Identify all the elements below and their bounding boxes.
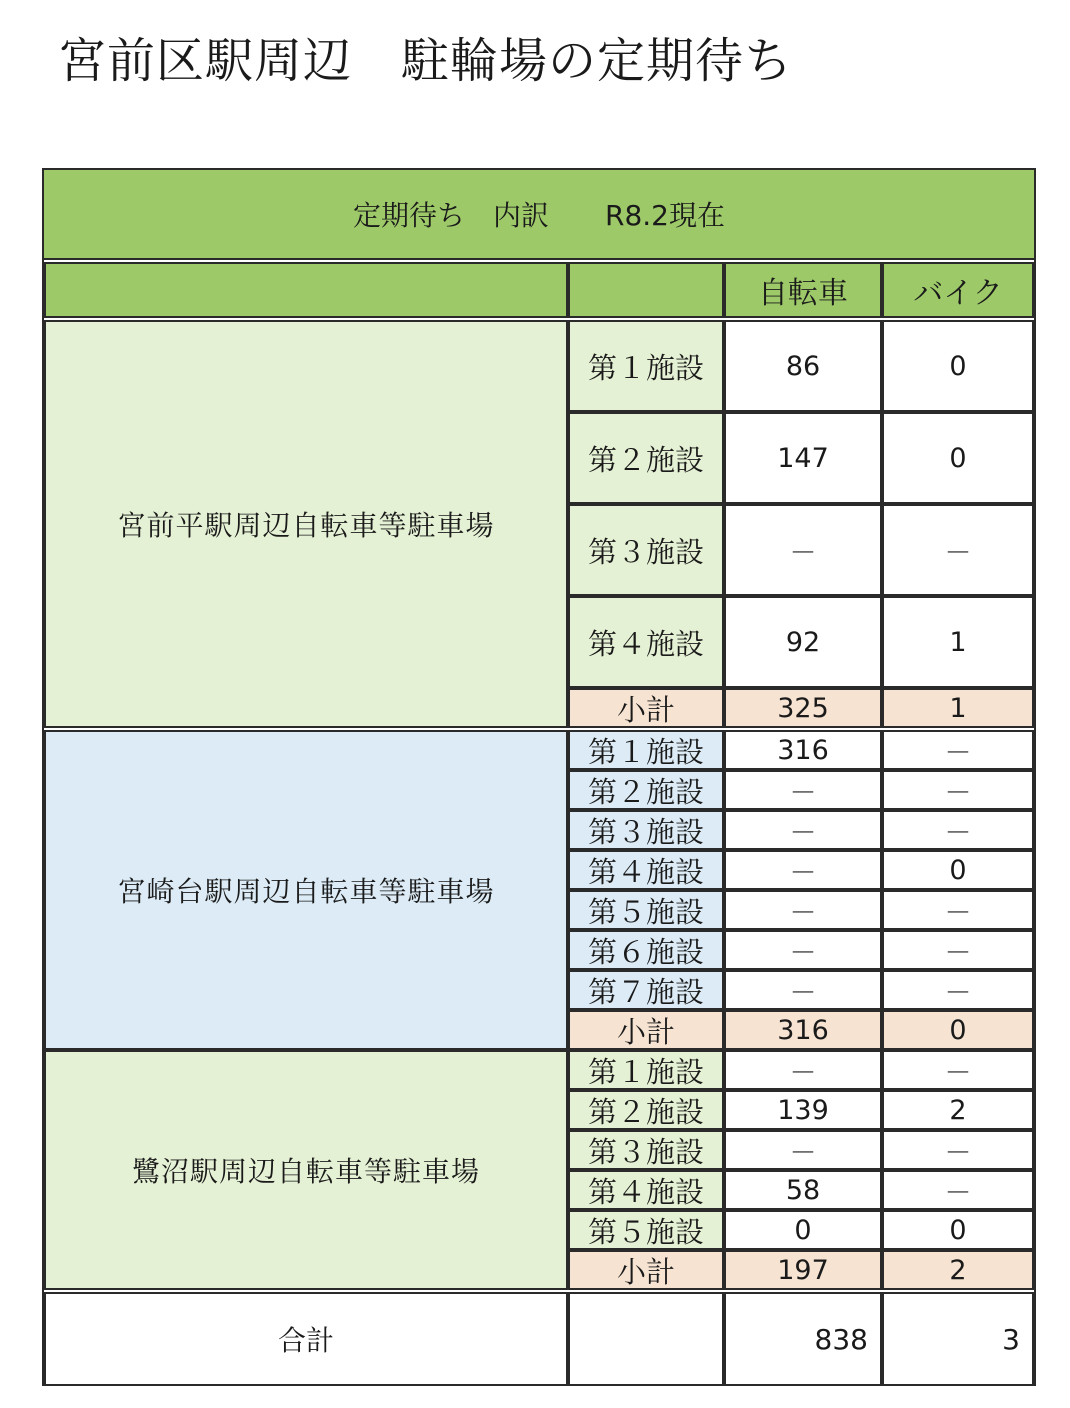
parking-group-name: 鷺沼駅周辺自転車等駐車場	[44, 1050, 568, 1290]
bicycle-count: －	[724, 930, 882, 970]
bicycle-count: 139	[724, 1090, 882, 1130]
facility-label: 第７施設	[568, 970, 724, 1010]
subtotal-motorbike: 1	[882, 688, 1034, 728]
facility-label: 第６施設	[568, 930, 724, 970]
bicycle-count: 58	[724, 1170, 882, 1210]
motorbike-count: －	[882, 810, 1034, 850]
subtotal-motorbike: 0	[882, 1010, 1034, 1050]
facility-label: 第２施設	[568, 412, 724, 504]
facility-label: 第４施設	[568, 596, 724, 688]
facility-label: 第１施設	[568, 320, 724, 412]
motorbike-count: －	[882, 1130, 1034, 1170]
parking-group-name: 宮崎台駅周辺自転車等駐車場	[44, 730, 568, 1050]
parking-group-name: 宮前平駅周辺自転車等駐車場	[44, 320, 568, 728]
motorbike-count: －	[882, 890, 1034, 930]
facility-label: 第５施設	[568, 890, 724, 930]
facility-label: 第４施設	[568, 850, 724, 890]
motorbike-count: －	[882, 730, 1034, 770]
subtotal-motorbike: 2	[882, 1250, 1034, 1290]
motorbike-count: －	[882, 504, 1034, 596]
subtotal-bicycle: 197	[724, 1250, 882, 1290]
motorbike-count: 2	[882, 1090, 1034, 1130]
motorbike-count: 0	[882, 320, 1034, 412]
column-header-motorbike: バイク	[882, 262, 1034, 318]
bicycle-count: －	[724, 770, 882, 810]
facility-label: 第１施設	[568, 1050, 724, 1090]
motorbike-count: －	[882, 970, 1034, 1010]
facility-label: 第３施設	[568, 810, 724, 850]
subtotal-label: 小計	[568, 688, 724, 728]
subtotal-label: 小計	[568, 1250, 724, 1290]
bicycle-count: －	[724, 1050, 882, 1090]
bicycle-count: 316	[724, 730, 882, 770]
motorbike-count: 0	[882, 412, 1034, 504]
subtotal-label: 小計	[568, 1010, 724, 1050]
bicycle-count: 0	[724, 1210, 882, 1250]
page-title: 宮前区駅周辺 駐輪場の定期待ち	[58, 33, 794, 89]
total-motorbike: 3	[882, 1292, 1034, 1386]
motorbike-count: －	[882, 930, 1034, 970]
waiting-list-table	[42, 168, 1036, 1386]
column-header-blank	[44, 262, 568, 318]
facility-label: 第４施設	[568, 1170, 724, 1210]
total-blank	[568, 1292, 724, 1386]
bicycle-count: －	[724, 850, 882, 890]
table-header: 定期待ち 内訳 R8.2現在	[44, 170, 1034, 260]
motorbike-count: －	[882, 1170, 1034, 1210]
motorbike-count: －	[882, 1050, 1034, 1090]
motorbike-count: －	[882, 770, 1034, 810]
facility-label: 第５施設	[568, 1210, 724, 1250]
motorbike-count: 0	[882, 1210, 1034, 1250]
subtotal-bicycle: 325	[724, 688, 882, 728]
bicycle-count: 92	[724, 596, 882, 688]
bicycle-count: 147	[724, 412, 882, 504]
column-header-bicycle: 自転車	[724, 262, 882, 318]
column-header-facility	[568, 262, 724, 318]
facility-label: 第３施設	[568, 1130, 724, 1170]
motorbike-count: 0	[882, 850, 1034, 890]
facility-label: 第２施設	[568, 1090, 724, 1130]
bicycle-count: －	[724, 1130, 882, 1170]
bicycle-count: －	[724, 890, 882, 930]
total-label: 合計	[44, 1292, 568, 1386]
facility-label: 第３施設	[568, 504, 724, 596]
bicycle-count: －	[724, 970, 882, 1010]
bicycle-count: －	[724, 810, 882, 850]
bicycle-count: －	[724, 504, 882, 596]
subtotal-bicycle: 316	[724, 1010, 882, 1050]
bicycle-count: 86	[724, 320, 882, 412]
total-bicycle: 838	[724, 1292, 882, 1386]
facility-label: 第１施設	[568, 730, 724, 770]
facility-label: 第２施設	[568, 770, 724, 810]
motorbike-count: 1	[882, 596, 1034, 688]
